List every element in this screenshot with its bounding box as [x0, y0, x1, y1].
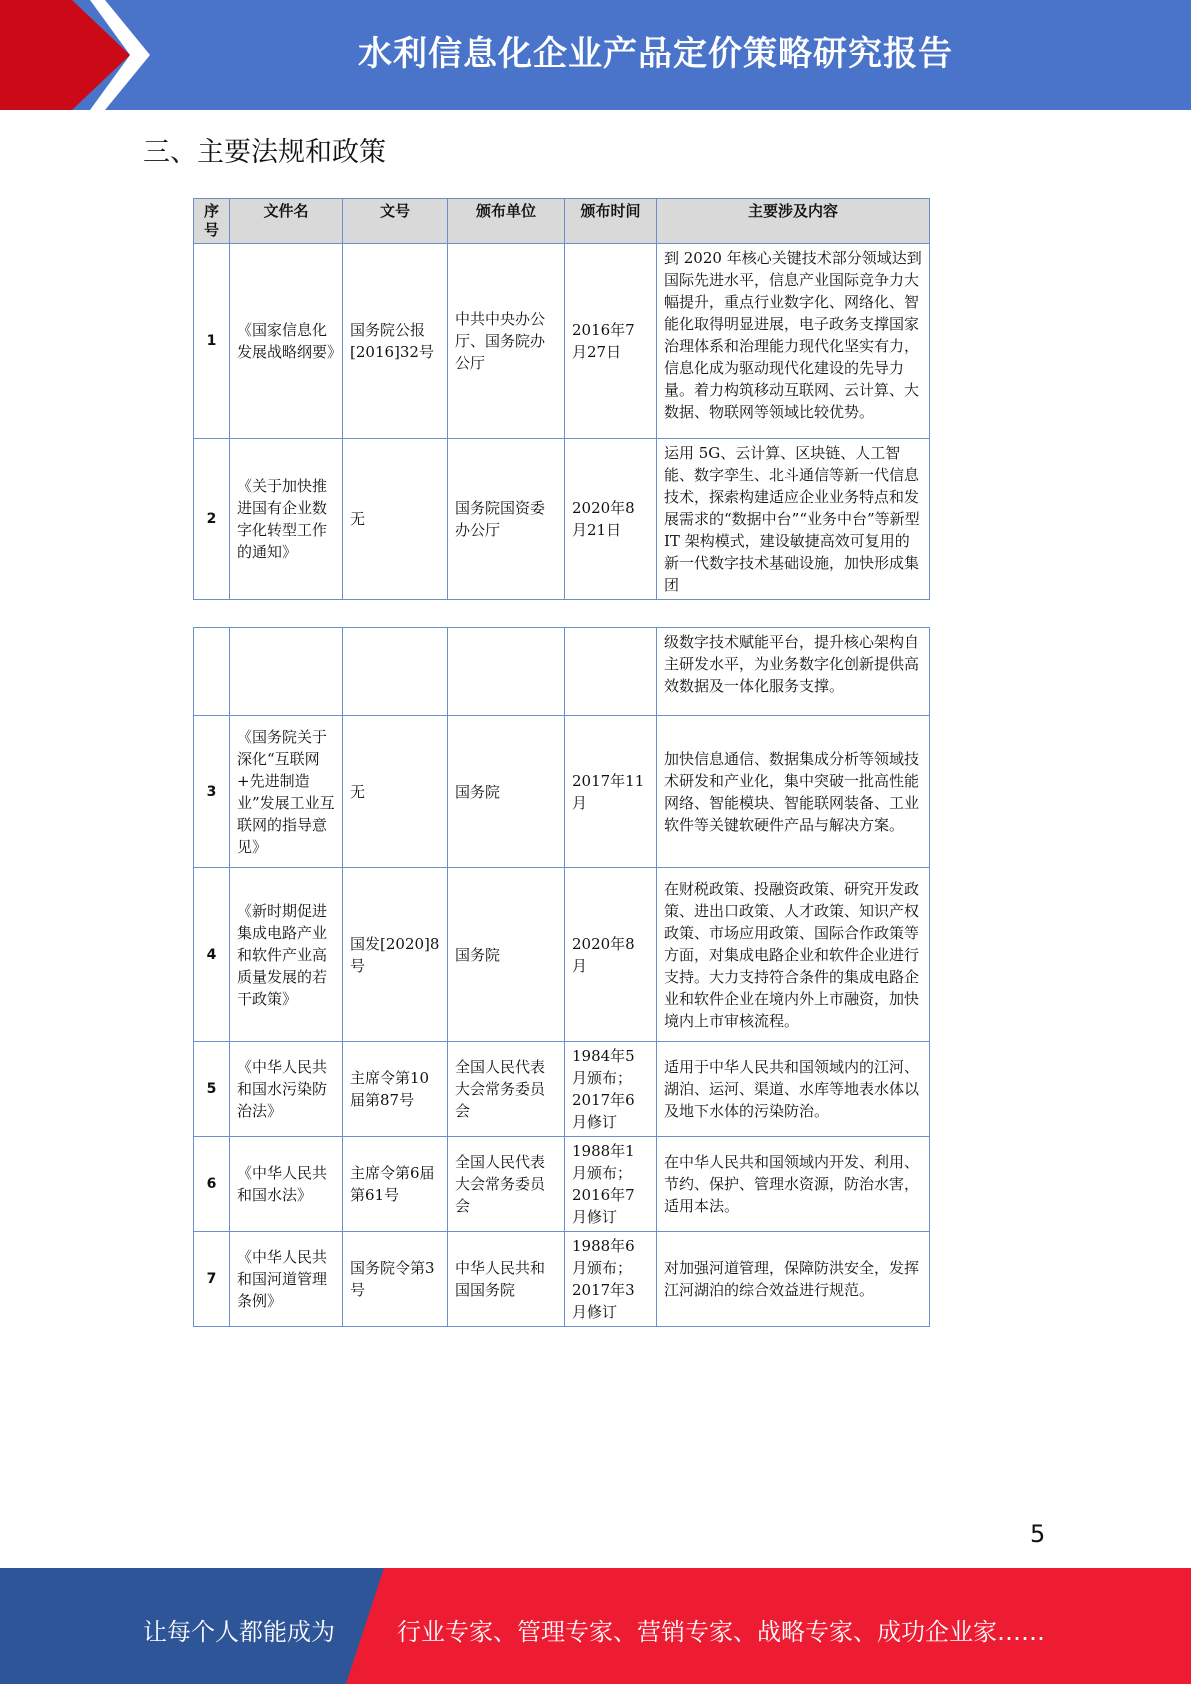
row-unit: 全国人民代表大会常务委员会: [448, 1137, 565, 1232]
footer-slogan-right: 行业专家、管理专家、营销专家、战略专家、成功企业家……: [397, 1618, 1045, 1646]
table-row: [194, 439, 930, 600]
row-content: 运用 5G、云计算、区块链、人工智能、数字孪生、北斗通信等新一代信息技术，探索构建适应企业业务特点和发展需求的“数据中台”“业务中台”等新型 IT 架构模式，建设敏捷高效可复用的新一代数字技术基础设施，加快形成集团: [657, 439, 930, 600]
table-row: [194, 716, 930, 868]
row-name: 《国家信息化发展战略纲要》: [230, 244, 343, 439]
row-time: [565, 628, 657, 716]
row-content: 在中华人民共和国领域内开发、利用、节约、保护、管理水资源，防治水害，适用本法。: [657, 1137, 930, 1232]
row-name: [230, 628, 343, 716]
row-time: 1988年6月颁布；2017年3月修订: [565, 1232, 657, 1327]
row-name: 《国务院关于深化“互联网+先进制造业”发展工业互联网的指导意见》: [230, 716, 343, 868]
table-row: [194, 1137, 930, 1232]
row-name: 《中华人民共和国河道管理条例》: [230, 1232, 343, 1327]
row-name: 《中华人民共和国水污染防治法》: [230, 1042, 343, 1137]
row-content: 适用于中华人民共和国领域内的江河、湖泊、运河、渠道、水库等地表水体以及地下水体的污染防治。: [657, 1042, 930, 1137]
row-unit: 全国人民代表大会常务委员会: [448, 1042, 565, 1137]
row-no: 4: [194, 868, 230, 1042]
header-no: 序号: [194, 199, 230, 244]
page-number: 5: [1030, 1520, 1046, 1548]
row-unit: 国务院: [448, 716, 565, 868]
page-footer: [0, 1568, 1191, 1684]
row-doc: 国发[2020]8号: [343, 868, 448, 1042]
row-time: 1984年5月颁布；2017年6月修订: [565, 1042, 657, 1137]
row-no: 7: [194, 1232, 230, 1327]
table-row: [194, 1042, 930, 1137]
table-row: [194, 628, 930, 716]
row-doc: 无: [343, 439, 448, 600]
row-time: 2017年11月: [565, 716, 657, 868]
row-content: 到 2020 年核心关键技术部分领域达到国际先进水平，信息产业国际竞争力大幅提升，重点行业数字化、网络化、智能化取得明显进展，电子政务支撑国家治理体系和治理能力现代化坚实有力，信息化成为驱动现代化建设的先导力量。着力构筑移动互联网、云计算、大数据、物联网等领域比较优势。: [657, 244, 930, 439]
table-row: [194, 1232, 930, 1327]
row-name: 《新时期促进集成电路产业和软件产业高质量发展的若干政策》: [230, 868, 343, 1042]
row-unit: [448, 628, 565, 716]
row-unit: 中共中央办公厅、国务院办公厅: [448, 244, 565, 439]
section-title: 三、主要法规和政策: [143, 137, 386, 168]
table-header-row: [194, 199, 930, 244]
row-content: 在财税政策、投融资政策、研究开发政策、进出口政策、人才政策、知识产权政策、市场应用政策、国际合作政策等方面，对集成电路企业和软件企业进行支持。大力支持符合条件的集成电路企业和软件企业在境内外上市融资，加快境内上市审核流程。: [657, 868, 930, 1042]
policy-table-part-1: [193, 198, 930, 600]
row-doc: [343, 628, 448, 716]
row-time: 2020年8月: [565, 868, 657, 1042]
row-no: [194, 628, 230, 716]
row-content: 对加强河道管理，保障防洪安全，发挥江河湖泊的综合效益进行规范。: [657, 1232, 930, 1327]
header-content: 主要涉及内容: [657, 199, 930, 244]
row-doc: 国务院令第3号: [343, 1232, 448, 1327]
row-no: 5: [194, 1042, 230, 1137]
header-doc: 文号: [343, 199, 448, 244]
row-time: 1988年1月颁布；2016年7月修订: [565, 1137, 657, 1232]
row-no: 3: [194, 716, 230, 868]
row-unit: 国务院: [448, 868, 565, 1042]
row-doc: 无: [343, 716, 448, 868]
table-row: [194, 868, 930, 1042]
row-no: 1: [194, 244, 230, 439]
footer-slogan-left: 让每个人都能成为: [143, 1618, 335, 1646]
header-name: 文件名: [230, 199, 343, 244]
row-content: 级数字技术赋能平台，提升核心架构自主研发水平，为业务数字化创新提供高效数据及一体化服务支撑。: [657, 628, 930, 716]
row-name: 《关于加快推进国有企业数字化转型工作的通知》: [230, 439, 343, 600]
header-unit: 颁布单位: [448, 199, 565, 244]
row-no: 6: [194, 1137, 230, 1232]
row-doc: 国务院公报[2016]32号: [343, 244, 448, 439]
row-unit: 中华人民共和国国务院: [448, 1232, 565, 1327]
row-no: 2: [194, 439, 230, 600]
row-name: 《中华人民共和国水法》: [230, 1137, 343, 1232]
page-header: [0, 0, 1191, 110]
row-unit: 国务院国资委办公厅: [448, 439, 565, 600]
header-time: 颁布时间: [565, 199, 657, 244]
policy-table-part-2: [193, 627, 930, 1327]
row-doc: 主席令第10届第87号: [343, 1042, 448, 1137]
row-time: 2020年8月21日: [565, 439, 657, 600]
table-row: [194, 244, 930, 439]
row-time: 2016年7月27日: [565, 244, 657, 439]
report-title: 水利信息化企业产品定价策略研究报告: [358, 34, 953, 74]
row-content: 加快信息通信、数据集成分析等领域技术研发和产业化，集中突破一批高性能网络、智能模块、智能联网装备、工业软件等关键软硬件产品与解决方案。: [657, 716, 930, 868]
row-doc: 主席令第6届第61号: [343, 1137, 448, 1232]
